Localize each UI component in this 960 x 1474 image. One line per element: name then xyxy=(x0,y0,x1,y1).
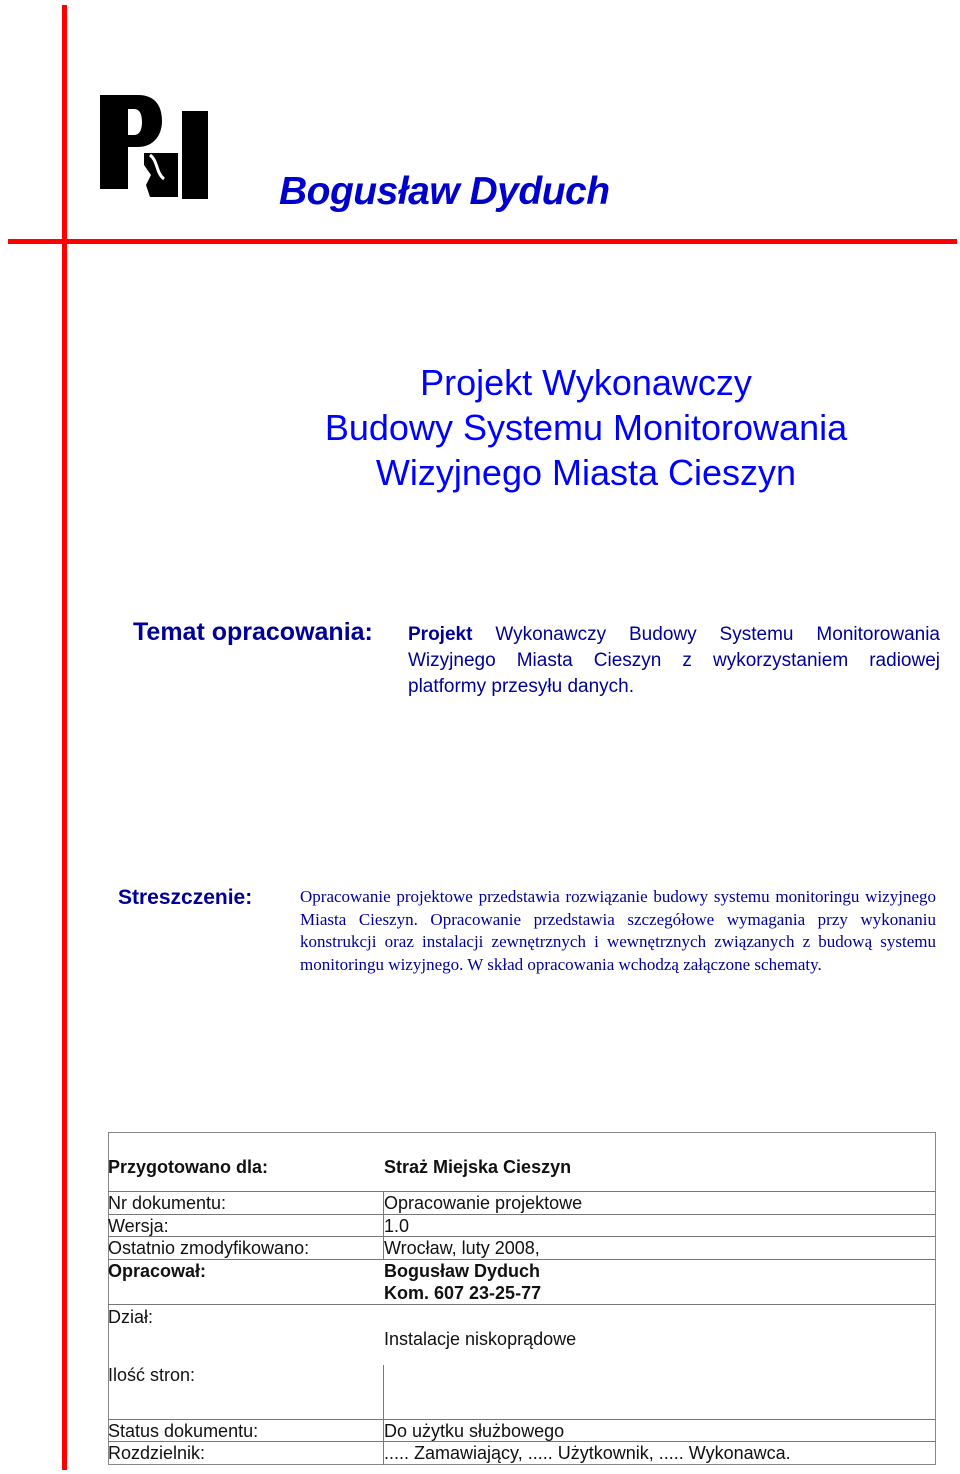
title-line: Projekt Wykonawczy xyxy=(420,362,752,403)
temat-first-word: Projekt xyxy=(408,624,473,645)
author-name: Bogusław Dyduch xyxy=(279,170,610,213)
przygotowano-value: Straż Miejska Cieszyn xyxy=(384,1157,572,1177)
zmodyfikowano-value: Wrocław, luty 2008, xyxy=(384,1238,540,1258)
nr-dokumentu-value: Opracowanie projektowe xyxy=(384,1193,583,1213)
dzial-value: Instalacje niskoprądowe xyxy=(384,1329,577,1349)
temat-text xyxy=(408,622,940,700)
temat-label: Temat opracowania: xyxy=(133,618,373,646)
opracowal-label: Opracował: xyxy=(108,1261,207,1281)
table-row xyxy=(108,1215,936,1237)
wersja-value: 1.0 xyxy=(384,1216,410,1236)
title-line: Budowy Systemu Monitorowania xyxy=(324,407,848,448)
red-horizontal-rule xyxy=(8,239,957,244)
document-title xyxy=(120,360,960,495)
status-value: Do użytku służbowego xyxy=(384,1421,565,1441)
opracowal-value: Bogusław Dyduch xyxy=(384,1261,541,1281)
dzial-label: Dział: xyxy=(108,1307,154,1327)
streszczenie-label: Streszczenie: xyxy=(118,886,253,909)
document-info-table xyxy=(108,1132,936,1465)
ilosc-stron-label: Ilość stron: xyxy=(108,1365,196,1385)
rozdzielnik-value: ..... Zamawiający, ..... Użytkownik, ..... Wykonawca. xyxy=(384,1443,791,1463)
table-row xyxy=(108,1305,936,1420)
status-label: Status dokumentu: xyxy=(108,1421,259,1441)
nr-dokumentu-label: Nr dokumentu: xyxy=(108,1193,227,1213)
przygotowano-label: Przygotowano dla: xyxy=(108,1157,269,1177)
pi-logo-icon xyxy=(98,93,210,203)
kom-value: Kom. 607 23-25-77 xyxy=(384,1283,542,1303)
wersja-label: Wersja: xyxy=(108,1216,169,1236)
red-vertical-rule xyxy=(62,5,67,1470)
temat-rest: Wykonawczy Budowy Systemu Monitorowania Wizyjnego Miasta Cieszyn z wykorzystaniem radiowej platformy przesyłu danych. xyxy=(408,624,940,697)
zmodyfikowano-label: Ostatnio zmodyfikowano: xyxy=(108,1238,310,1258)
title-line: Wizyjnego Miasta Cieszyn xyxy=(375,452,797,493)
streszczenie-text: Opracowanie projektowe przedstawia rozwiązanie budowy systemu monitoringu wizyjnego Miasta Cieszyn. Opracowanie przedstawia szczegółowe wymagania przy wykonaniu konstrukcji oraz instalacji zewnętrznych i wewnętrznych związanych z budową systemu monitoringu wizyjnego. W skład opracowania wchodzą załączone schematy. xyxy=(300,887,936,974)
rozdzielnik-label: Rozdzielnik: xyxy=(108,1443,206,1463)
